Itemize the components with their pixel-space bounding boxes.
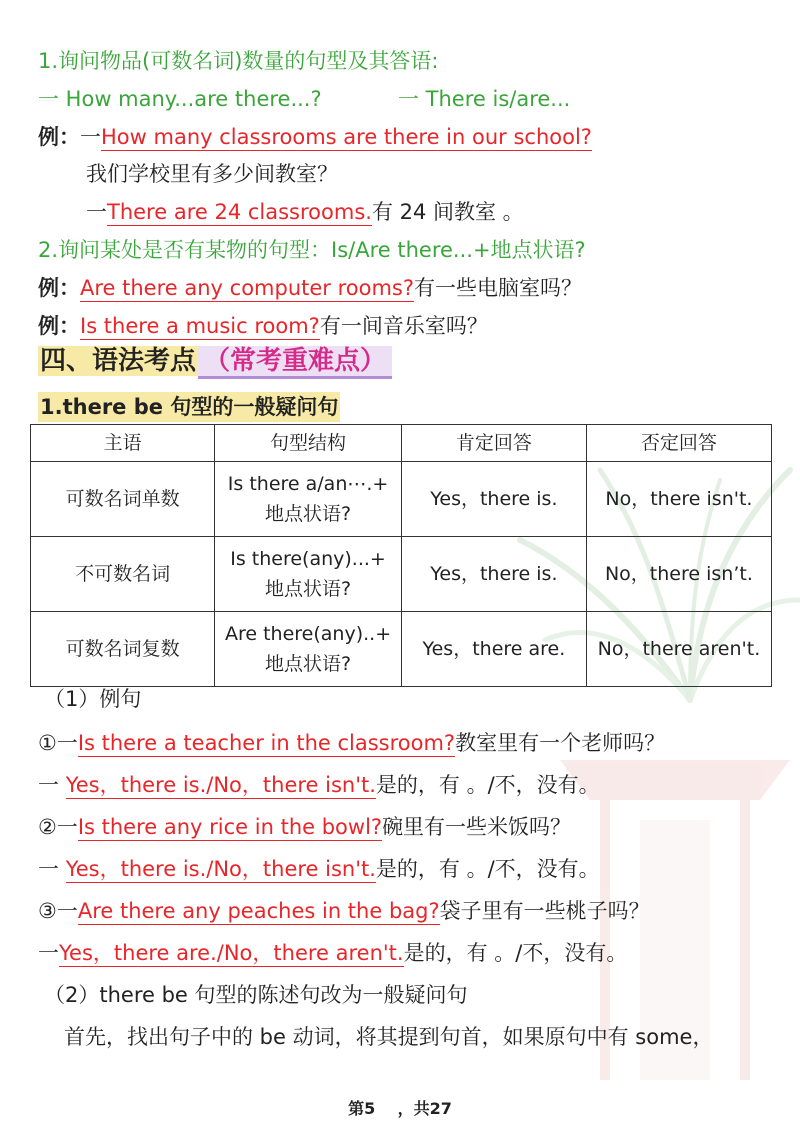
dash: 一 <box>86 200 107 224</box>
example-q-line <box>38 812 571 842</box>
example3-cn: 有一间音乐室吗？ <box>319 314 488 338</box>
header-cell: 句型结构 <box>215 425 402 462</box>
example2-cn: 有一些电脑室吗？ <box>414 276 583 300</box>
structure-line2: 地点状语? <box>265 503 352 525</box>
example1-answer: There are 24 classrooms. <box>107 200 372 224</box>
cell-no: No，there isn’t. <box>586 537 771 612</box>
heading-main: 四、语法考点 <box>40 346 197 376</box>
part2-text: 首先，找出句子中的 be 动词，将其提到句首，如果原句中有 some， <box>64 1025 714 1049</box>
header-cell: 肯定回答 <box>401 425 586 462</box>
example-a-line <box>38 938 627 968</box>
example-label: 例： <box>38 314 80 338</box>
example-label: 例： <box>38 276 80 300</box>
cell-structure <box>215 612 402 687</box>
cell-yes: Yes，there are. <box>401 612 586 687</box>
structure-line1: Are there(any)..+ <box>224 623 392 645</box>
table-row <box>31 612 772 687</box>
example-answer-cn: 是的，有 。/不，没有。 <box>375 773 600 797</box>
example1-question-cn: 我们学校里有多少间教室？ <box>86 162 338 186</box>
example-label: 例： <box>38 125 80 149</box>
example-q-line <box>38 728 665 758</box>
structure-line2: 地点状语? <box>265 653 352 675</box>
heading-sub: （常考重难点） <box>198 346 392 379</box>
example-answer-cn: 是的，有 。/不，没有。 <box>403 941 628 965</box>
cell-subject: 可数名词单数 <box>31 462 215 537</box>
example-question: Is there a teacher in the classroom? <box>77 731 456 755</box>
example1-question-line <box>38 122 592 152</box>
cell-yes: Yes，there is. <box>401 462 586 537</box>
dash: 一 <box>80 125 101 149</box>
example1-question: How many classrooms are there in our school? <box>101 125 592 149</box>
pattern-answer: 一 There is/are... <box>398 87 571 111</box>
example-number: ②一 <box>38 815 78 839</box>
cell-subject: 不可数名词 <box>31 537 215 612</box>
example-question-cn: 教室里有一个老师吗？ <box>455 731 666 755</box>
example-number: ③一 <box>38 899 78 923</box>
subheading: 1.there be 句型的一般疑问句 <box>38 392 340 422</box>
example-question: Is there any rice in the bowl? <box>77 815 383 839</box>
page-footer: 第5 ，共27 <box>348 1099 452 1118</box>
structure-line2: 地点状语? <box>265 578 352 600</box>
example-question-cn: 袋子里有一些桃子吗？ <box>439 899 650 923</box>
example-q-line <box>38 896 650 926</box>
example-answer: Yes，there are./No，there aren't. <box>59 941 404 965</box>
section2-title: 2.询问某处是否有某物的句型：Is/Are there...+地点状语? <box>38 238 586 262</box>
cell-structure <box>215 462 402 537</box>
dash: 一 <box>38 857 66 881</box>
example2-line <box>38 273 582 303</box>
example1-answer-line <box>86 197 524 227</box>
table-row <box>31 462 772 537</box>
example-question: Are there any peaches in the bag? <box>77 899 440 923</box>
example1-answer-cn: 有 24 间教室 。 <box>371 200 524 224</box>
cell-subject: 可数名词复数 <box>31 612 215 687</box>
example2-en: Are there any computer rooms? <box>80 276 415 300</box>
example-answer: Yes，there is./No，there isn't. <box>65 773 376 797</box>
cell-no: No，there aren't. <box>586 612 771 687</box>
part2-label: （2）there be 句型的陈述句改为一般疑问句 <box>44 983 468 1007</box>
example-a-line <box>38 770 600 800</box>
section1-title: 1.询问物品(可数名词)数量的句型及其答语: <box>38 49 439 73</box>
section4-heading <box>38 340 392 382</box>
header-cell: 主语 <box>31 425 215 462</box>
example-number: ①一 <box>38 731 78 755</box>
pattern-question: 一 How many...are there...? <box>38 87 322 111</box>
dash: 一 <box>38 941 59 965</box>
example3-line <box>38 311 488 341</box>
example-answer: Yes，there is./No，there isn't. <box>65 857 376 881</box>
grammar-table <box>30 424 772 687</box>
table-row <box>31 537 772 612</box>
example3-en: Is there a music room? <box>80 314 320 338</box>
structure-line1: Is there a/an⋯.+ <box>227 473 389 495</box>
dash: 一 <box>38 773 66 797</box>
example-question-cn: 碗里有一些米饭吗？ <box>382 815 572 839</box>
structure-line1: Is there(any)...+ <box>230 548 386 570</box>
example-answer-cn: 是的，有 。/不，没有。 <box>375 857 600 881</box>
example-a-line <box>38 854 600 884</box>
cell-yes: Yes，there is. <box>401 537 586 612</box>
cell-no: No，there isn't. <box>586 462 771 537</box>
examples-label: （1）例句 <box>44 687 142 711</box>
cell-structure <box>215 537 402 612</box>
table-header-row <box>31 425 772 462</box>
header-cell: 否定回答 <box>586 425 771 462</box>
